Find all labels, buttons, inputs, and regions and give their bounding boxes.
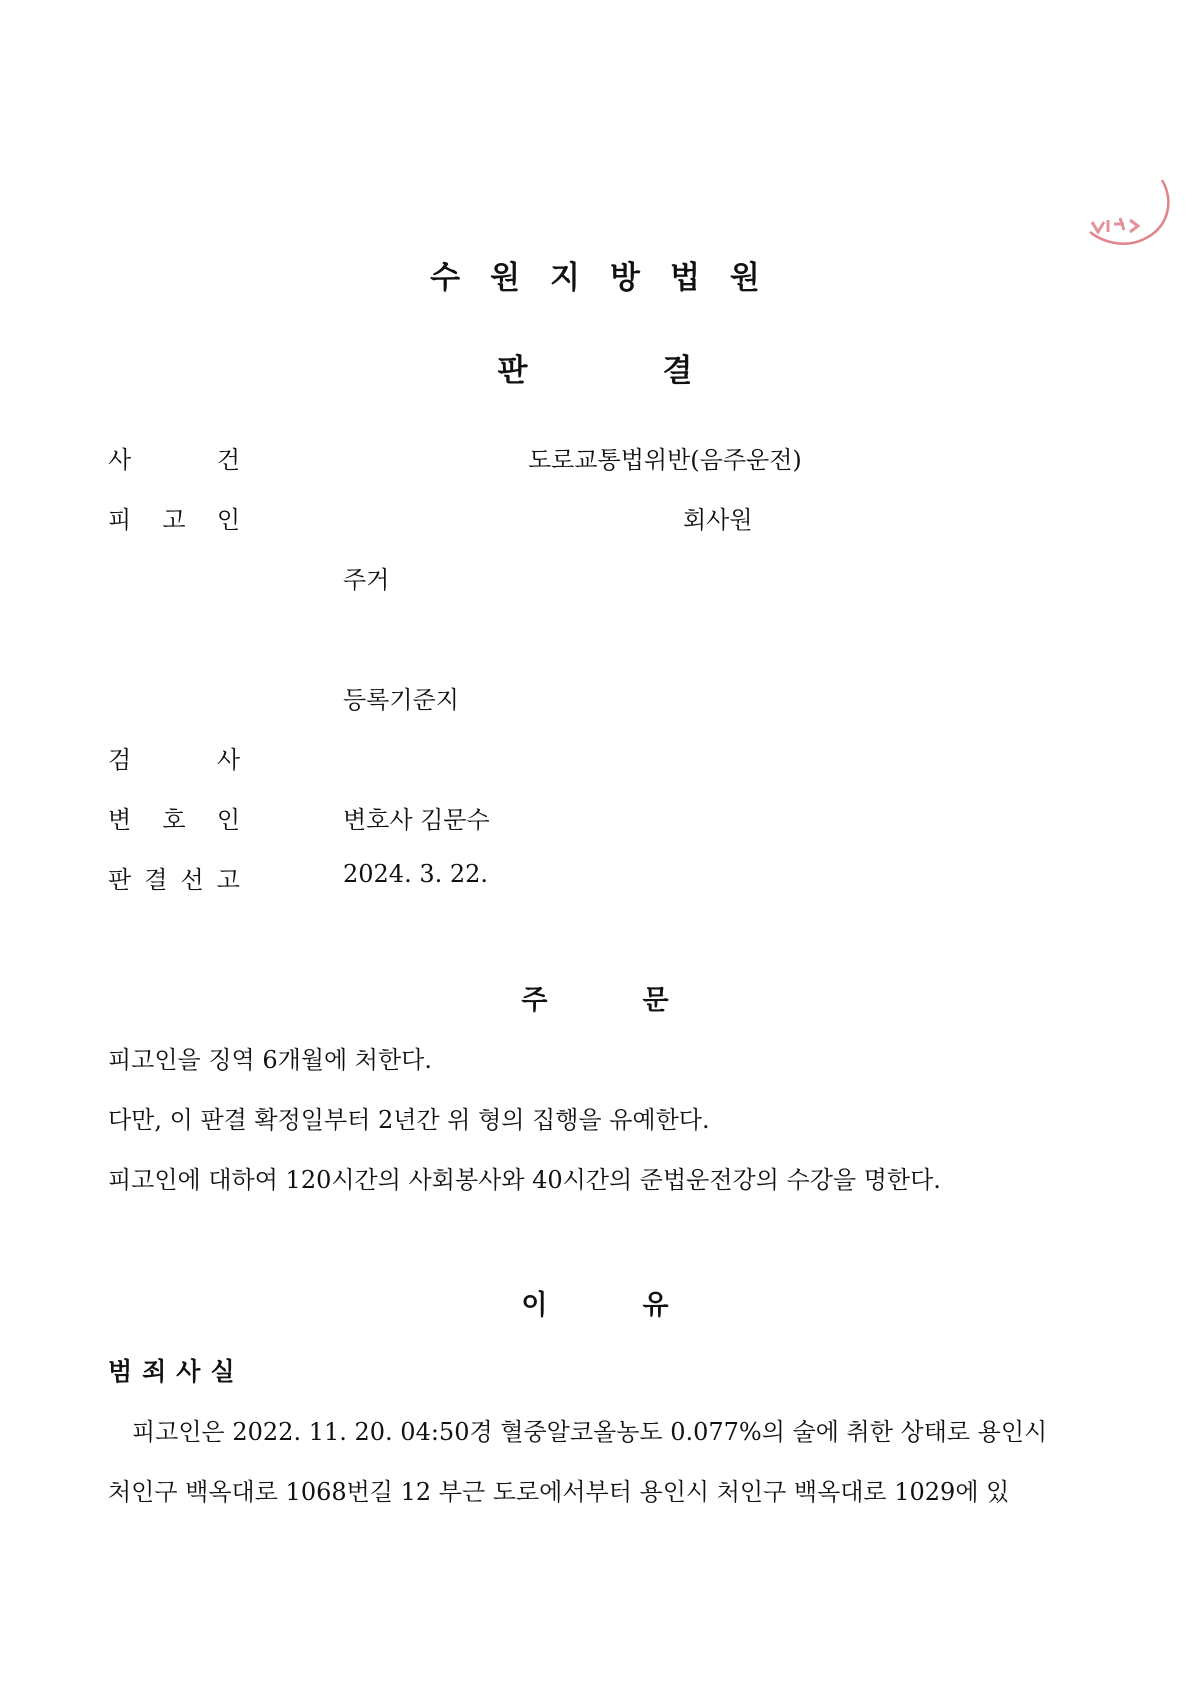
order-heading: 주문 <box>521 985 764 1016</box>
crime-facts-line: 처인구 백옥대로 1068번길 12 부근 도로에서부터 용인시 처인구 백옥대로 1029에 있 <box>108 1478 1010 1506</box>
counsel-label: 변 호 인 <box>108 806 240 834</box>
order-line-sentence: 피고인을 징역 6개월에 처한다. <box>108 1046 432 1074</box>
registration-label: 등록기준지 <box>343 686 459 714</box>
crime-facts-heading: 범죄사실 <box>108 1357 245 1386</box>
defendant-occupation: 회사원 <box>683 506 753 534</box>
order-line-community-service: 피고인에 대하여 120시간의 사회봉사와 40시간의 준법운전강의 수강을 명한다. <box>108 1166 941 1194</box>
crime-facts-line: 피고인은 2022. 11. 20. 04:50경 혈중알코올농도 0.077%의 술에 취한 상태로 용인시 <box>132 1418 1048 1446</box>
reasons-heading: 이유 <box>521 1290 764 1321</box>
order-line-suspension: 다만, 이 판결 확정일부터 2년간 위 형의 집행을 유예한다. <box>108 1106 710 1134</box>
judgment-date-label: 판 결 선 고 <box>108 866 240 894</box>
prosecutor-label: 검 사 <box>108 746 240 774</box>
counsel-value: 변호사 김문수 <box>343 806 490 834</box>
residence-label: 주거 <box>343 566 390 594</box>
document-title: 판결 <box>497 353 828 389</box>
court-name: 수원지방법원 <box>430 260 790 296</box>
case-name-value: 도로교통법위반(음주운전) <box>528 446 802 474</box>
defendant-label: 피 고 인 <box>108 506 240 534</box>
judgment-date-value: 2024. 3. 22. <box>343 860 489 888</box>
case-label: 사 건 <box>108 446 240 474</box>
court-seal-stamp <box>1062 180 1172 250</box>
